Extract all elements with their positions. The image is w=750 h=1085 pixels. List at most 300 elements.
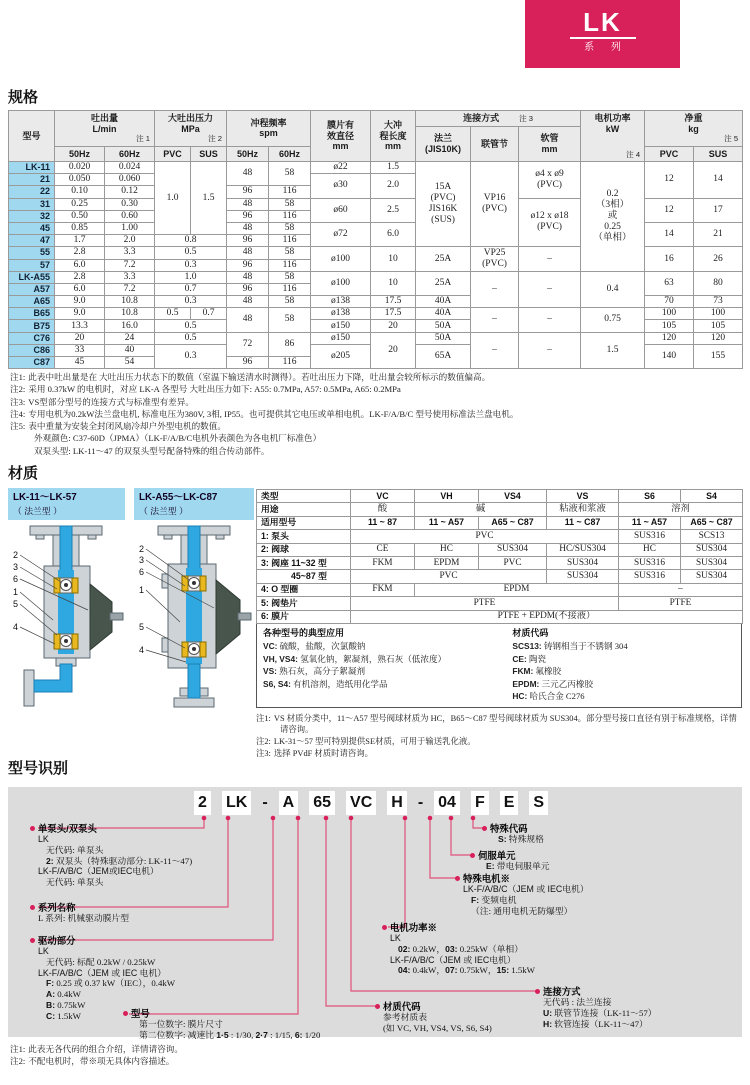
callout-line: LK-F/A/B/C（JEM 或 IEC 电机） [38,967,167,978]
spec-value-cell: – [519,247,581,271]
model-code-box: 65 [309,791,335,815]
note-label: 注3: [256,748,271,758]
callout-line: B: 0.75kW [46,999,86,1010]
spec-value-cell: 21 [694,222,743,246]
note-line: 注1: VS 材质分类中，11～A57 型号阀球材质为 HC，B65～C87 型号阀球材质为 SUS304。部分型号接口直径有别于标准规格，详情请咨询。 [256,713,737,735]
note-line: 注3: VS型部分型号的连接方式与标准型有差异。 [10,396,194,407]
diagram-model-range: LK-11～LK-57 [13,492,77,503]
legend-code: SCS13: [512,640,542,651]
note-line: 双泵头型: LK-11～47 的双泵头型号配备特殊的组合传动部件。 [34,445,270,456]
spec-value-cell: ø30 [311,174,371,198]
spec-value-cell: 0.5 [155,332,227,344]
spec-value-cell: 48 [227,247,269,259]
spec-value-cell: ø60 [311,198,371,222]
material-value-cell: SUS316 [619,570,681,583]
pump-diagram-flange-large [134,488,254,724]
spec-value-cell: 100 [694,308,743,320]
spec-value-cell: 2.8 [55,271,105,283]
model-code-box: 04 [434,791,460,815]
callout-line: LK [38,834,49,844]
spec-value-cell: 2.5 [371,198,416,222]
header-cell: 连接方式 注 3 [416,111,581,127]
material-value-cell: 5: 阀垫片 [257,597,351,610]
materials-heading: 材质 [8,465,39,482]
spec-value-cell: 2.0 [105,235,155,247]
spec-value-cell: 0.5 [155,247,227,259]
spec-value-cell: 54 [105,357,155,369]
spec-value-cell: 0.30 [105,198,155,210]
note-reference: 注 4 [626,150,641,159]
material-value-cell: 3: 阀座 11~32 型 [257,556,351,569]
spec-value-cell: 6.0 [55,283,105,295]
note-line: 注1: 此表中吐出量是在 大吐出压力状态下的数值（室温下输送清水时测得）。若吐出压力下降，吐出量会较所标示的数值偏高。 [10,372,491,382]
spec-value-cell: 0.7 [155,283,227,295]
page-notes [10,1043,510,1068]
material-value-cell: HC/SUS304 [547,543,619,556]
spec-value-cell: 1.00 [105,222,155,234]
callout-title: 材质代码 [375,1001,492,1012]
spec-value-cell: 26 [694,247,743,271]
spec-value-cell: 120 [694,332,743,344]
typical-applications [263,627,512,703]
spec-value-cell: 0.75 [581,308,645,332]
diagram-title [134,488,254,520]
spec-value-cell: 1.5 [581,332,645,369]
model-code-box: LK [222,791,251,815]
header-cell: 型号 [9,111,55,162]
spec-value-cell: 58 [269,308,311,332]
material-value-cell: HC [619,543,681,556]
material-value-cell: 1: 泵头 [257,530,351,543]
spec-value-cell: 3.3 [105,271,155,283]
spec-value-cell: 50A [416,332,471,344]
callout-line: 04: 0.4kW，07: 0.75kW，15: 1.5kW [398,965,535,976]
spec-value-cell: 40A [416,308,471,320]
model-callout-group [123,1008,320,1041]
material-value-cell: – [619,583,743,596]
spec-value-cell: 73 [694,296,743,308]
header-cell: 大吐出压力 MPa 注 2 [155,111,227,147]
spec-value-cell: 0.060 [105,174,155,186]
material-value-cell: 碱 [415,503,547,516]
material-value-cell: 溶剂 [619,503,743,516]
header-cell: 膜片有 效直径 mm [311,111,371,162]
note-label: 注5: [10,421,26,432]
spec-value-cell: – [471,308,519,332]
material-value-cell: SUS304 [681,543,743,556]
material-value-cell: FKM [351,556,415,569]
material-value-cell: SUS304 [547,570,619,583]
material-value-cell: 粘液和浆液 [547,503,619,516]
spec-value-cell: 65A [416,344,471,368]
spec-value-cell: 96 [227,210,269,222]
spec-value-cell: 116 [269,186,311,198]
spec-value-cell: ø150 [311,320,371,332]
note-line: 注3: 选择 PVdF 材质时请咨询。 [256,748,374,758]
spec-value-cell: 20 [371,332,416,369]
callout-line: LK [38,946,49,956]
material-value-cell: PTFE + EPDM(不接液） [351,610,743,623]
callout-line: L 系列: 机械驱动膜片型 [38,913,130,923]
note-line: 注1: 此表无各代码的组合介绍，详情请咨询。 [10,1044,183,1054]
note-line: 注2: 不配电机时，带※项无具体内容描述。 [10,1056,175,1067]
callout-line: 无代码: 标配 0.2kW / 0.25kW [46,956,156,967]
diagram-type-label: （ 法兰型 ） [13,505,62,516]
series-code: LK [583,7,622,37]
diagram-model-range: LK-A55～LK-C87 [139,492,218,503]
spec-value-cell: 6.0 [55,259,105,271]
callout-line: LK-F/A/B/C（JEM 或 IEC电机） [463,884,589,894]
spec-value-cell: 17.5 [371,308,416,320]
material-value-cell: PVC [351,570,547,583]
material-value-cell: 酸 [351,503,415,516]
spec-value-cell: 9.0 [55,308,105,320]
spec-value-cell: 17.5 [371,296,416,308]
material-value-cell: VH [415,490,479,503]
legend-item: HC: 哈氏合金 C276 [512,691,585,702]
spec-value-cell: 6.0 [371,222,416,246]
spec-value-cell: ø22 [311,162,371,174]
material-value-cell: EPDM [415,556,479,569]
spec-value-cell: ø4 x ø9 (PVC) [519,162,581,199]
materials-column [256,489,742,759]
spec-value-cell: 100 [645,308,694,320]
spec-value-cell: C76 [9,332,55,344]
model-callout-group [30,823,192,888]
material-value-cell: S6 [619,490,681,503]
material-value-cell: 4: O 型圈 [257,583,351,596]
spec-table [8,110,743,369]
spec-value-cell: 57 [9,259,55,271]
legend-code: CE: [512,653,527,664]
header-cell: 吐出量 L/min 注 1 [55,111,155,147]
spec-value-cell: 0.10 [55,186,105,198]
callout-line: 第二位数字: 减速比 1·5 : 1/30, 2·7 : 1/15, 6: 1/20 [139,1029,321,1040]
legend-item: FKM: 氟橡胶 [512,666,562,677]
callout-title: 伺服单元 [470,850,550,861]
spec-value-cell: 72 [227,332,269,356]
spec-value-cell: 10 [371,247,416,271]
model-code-box: A [279,791,299,815]
spec-value-cell: 48 [227,271,269,283]
spec-value-cell: 9.0 [55,296,105,308]
model-code-box: F [471,791,489,815]
legend-code: EPDM: [512,678,540,689]
spec-value-cell: 0.020 [55,162,105,174]
diagram-part-number: 1 [13,587,19,597]
model-code-box: 2 [194,791,211,815]
spec-value-cell: B65 [9,308,55,320]
diagram-part-number: 3 [13,562,19,572]
diagram-part-number: 4 [139,645,145,655]
note-line: 注4: 专用电机为0.2kW法兰盘电机, 标准电压为380V, 3相, IP55。也可提供其它电压或单相电机。LK-F/A/B/C 型号使用标准法兰盘电机。 [10,408,519,419]
material-value-cell: 用途 [257,503,351,516]
callout-line: S: 特殊规格 [498,834,544,844]
spec-value-cell: 116 [269,210,311,222]
callout-line: 参考材质表 [383,1012,427,1022]
model-callout-group [535,986,657,1029]
note-reference: 注 1 [136,134,151,144]
spec-value-cell: 21 [9,174,55,186]
callout-line: 2: 双泵头（特殊驱动部分: LK-11～47) [46,855,193,866]
material-value-cell: SUS316 [619,556,681,569]
material-value-cell: PVC [479,556,547,569]
spec-value-cell: ø100 [311,247,371,271]
spec-value-cell: 80 [694,271,743,295]
material-value-cell: EPDM [415,583,619,596]
header-cell: 冲程频率 spm [227,111,311,147]
spec-value-cell: ø138 [311,296,371,308]
diagram-part-number: 6 [139,567,145,577]
codes-title: 材质代码 [512,627,549,638]
spec-value-cell: C86 [9,344,55,356]
spec-value-cell: 10.8 [105,296,155,308]
spec-value-cell: 155 [694,344,743,368]
spec-value-cell: 48 [227,222,269,234]
material-value-cell: SCS13 [681,530,743,543]
spec-value-cell: 40A [416,296,471,308]
spec-value-cell: 0.3 [155,344,227,368]
material-value-cell: 11 ~ A57 [619,516,681,529]
spec-value-cell: 15A (PVC) JIS16K (SUS) [416,162,471,247]
spec-value-cell: 16 [645,247,694,271]
spec-value-cell: 14 [645,222,694,246]
note-reference: 注 2 [208,134,223,144]
note-line: 注2: 采用 0.37kW 的电机时，对应 LK-A 各型号 大吐出压力如下: A55: 0.7MPa, A57: 0.5MPa, A65: 0.2MPa [10,384,401,395]
header-cell: PVC [155,146,191,162]
header-cell: 50Hz [55,146,105,162]
spec-value-cell: LK-A55 [9,271,55,283]
spec-value-cell: VP16 (PVC) [471,162,519,247]
materials-table [256,489,743,624]
spec-value-cell: – [519,308,581,332]
spec-value-cell: 7.2 [105,259,155,271]
material-value-cell: SUS304 [547,556,619,569]
header-cell: SUS [191,146,227,162]
spec-value-cell: 0.25 [55,198,105,210]
note-reference: 注 5 [724,134,739,144]
callout-line: 无代码: 单泵头 [46,877,104,888]
legend-item: VS: 熟石灰，高分子絮凝剂 [263,666,366,677]
spec-value-cell: 140 [645,344,694,368]
diagram-part-number: 6 [13,574,19,584]
material-codes [512,627,735,703]
spec-value-cell: 0.024 [105,162,155,174]
material-value-cell: 6: 膜片 [257,610,351,623]
materials-diagrams [8,488,254,724]
diagram-type-label: （ 法兰型 ） [139,505,188,516]
header-cell: SUS [694,146,743,162]
note-label: 注2: [10,1056,26,1067]
callout-line: LK-F/A/B/C（JEM或IEC电机） [38,866,159,877]
spec-value-cell: 17 [694,198,743,222]
callout-line: C: 1.5kW [46,1010,81,1021]
callout-line: LK [390,933,401,943]
spec-value-cell: 96 [227,357,269,369]
diagram-part-number: 4 [13,622,19,632]
callout-title: 单泵头/双泵头 [30,823,192,834]
callout-line: F: 0.25 或 0.37 kW（IEC），0.4kW [46,978,176,989]
callout-title: 驱动部分 [30,935,175,946]
spec-value-cell: 12 [645,162,694,199]
legend-item: EPDM: 三元乙丙橡胶 [512,678,594,689]
spec-value-cell: 0.2 （3相） 或 0.25 （单相） [581,162,645,272]
spec-value-cell: A57 [9,283,55,295]
spec-value-cell: 0.12 [105,186,155,198]
callout-title: 特殊代码 [482,823,544,834]
series-banner [525,0,680,68]
callout-title: 特殊电机※ [455,873,589,884]
model-id-panel [8,787,742,1040]
spec-value-cell: 0.5 [155,320,227,332]
spec-value-cell: 16.0 [105,320,155,332]
header-cell: 50Hz [227,146,269,162]
spec-value-cell: 116 [269,259,311,271]
note-label: 注2: [256,737,271,747]
spec-value-cell: 0.5 [155,308,191,320]
spec-value-cell: 1.7 [55,235,105,247]
note-label: 注1: [256,713,271,723]
callout-line: 第一位数字: 膜片尺寸 [139,1019,223,1029]
material-value-cell: VC [351,490,415,503]
callout-line: 无代码 : 法兰连接 [543,997,612,1007]
diagram-part-number: 3 [139,555,145,565]
spec-value-cell: 31 [9,198,55,210]
material-value-cell: SUS316 [619,530,681,543]
spec-value-cell: 96 [227,259,269,271]
diagram-part-number: 2 [13,550,19,560]
spec-value-cell: 25A [416,271,471,295]
spec-value-cell: 0.3 [155,296,227,308]
note-reference: 注 3 [519,114,534,123]
material-value-cell: HC [415,543,479,556]
material-value-cell: VS4 [479,490,547,503]
applications-title: 各种型号的典型应用 [263,627,345,638]
spec-heading: 规格 [8,89,39,106]
material-value-cell: A65 ~ C87 [681,516,743,529]
materials-notes [256,713,742,759]
material-value-cell: PTFE [619,597,743,610]
model-code-separator: - [417,794,424,811]
note-line: 注5: 表中重量为安装全封闭风扇冷却户外型电机的数值。 [10,421,226,432]
material-value-cell: 2: 阀球 [257,543,351,556]
spec-value-cell: A65 [9,296,55,308]
pump-cross-section-icon [8,522,125,724]
spec-value-cell: 40 [105,344,155,356]
legend-item: VH, VS4: 氢氧化钠，絮凝剂，熟石灰（低浓度） [263,653,447,664]
spec-value-cell: 45 [55,357,105,369]
spec-value-cell: 0.3 [155,259,227,271]
diagram-part-number: 5 [139,622,145,632]
materials-legend-box [256,624,742,708]
model-callout-group [455,873,589,916]
model-code-separator: - [262,794,268,811]
material-value-cell: A65 ~ C87 [479,516,547,529]
callout-line: （注: 通用电机无防爆型） [471,905,573,916]
spec-value-cell: 96 [227,186,269,198]
spec-value-cell: 58 [269,271,311,283]
material-value-cell: 45~87 型 [257,570,351,583]
model-callout-group [482,823,544,845]
spec-value-cell: 13.3 [55,320,105,332]
spec-value-cell: 0.60 [105,210,155,222]
material-value-cell: FKM [351,583,415,596]
material-value-cell: SUS304 [479,543,547,556]
note-line: 注2: LK-31～57 型可特别提供SE材质，可用于输送乳化液。 [256,737,476,747]
spec-value-cell: 0.50 [55,210,105,222]
spec-value-cell: 3.3 [105,247,155,259]
header-cell: 60Hz [105,146,155,162]
spec-value-cell: 1.5 [371,162,416,174]
spec-value-cell: VP25 (PVC) [471,247,519,271]
spec-value-cell: 0.7 [191,308,227,320]
callout-line: A: 0.4kW [46,989,81,1000]
model-id-heading: 型号识别 [8,760,69,777]
spec-value-cell: 48 [227,162,269,186]
pump-cross-section-icon [134,522,254,724]
model-callout-group [470,850,550,872]
header-cell: PVC [645,146,694,162]
spec-value-cell: 96 [227,235,269,247]
spec-value-cell: 58 [269,247,311,259]
callout-title: 系列名称 [30,902,129,913]
legend-code: S6, S4: [263,678,291,689]
spec-value-cell: – [471,271,519,308]
spec-value-cell: 105 [694,320,743,332]
material-value-cell: 11 ~ 87 [351,516,415,529]
spec-value-cell: B75 [9,320,55,332]
model-callout-group [375,1001,492,1034]
header-cell: 净重 kg 注 5 [645,111,743,147]
model-code-box: E [500,791,519,815]
legend-code: HC: [512,691,528,702]
header-cell: 联管节 [471,126,519,162]
model-callout-group [382,922,535,976]
spec-value-cell: 58 [269,222,311,234]
header-cell: 大冲 程长度 mm [371,111,416,162]
spec-value-cell: 63 [645,271,694,295]
applications-list [263,640,512,690]
diagram-title [8,488,125,520]
legend-code: VH, VS4: [263,653,298,664]
spec-value-cell: 20 [371,320,416,332]
legend-code: FKM: [512,666,534,677]
spec-value-cell: 45 [9,222,55,234]
spec-value-cell: – [471,332,519,369]
callout-title: 型号 [123,1008,320,1019]
spec-value-cell: 1.0 [155,162,191,235]
header-cell: 电机功率 kW 注 4 [581,111,645,162]
spec-value-cell: 58 [269,198,311,210]
callout-line: (如 VC, VH, VS4, VS, S6, S4) [383,1022,492,1033]
spec-value-cell: ø12 x ø18 (PVC) [519,198,581,247]
spec-value-cell: 96 [227,283,269,295]
material-value-cell: S4 [681,490,743,503]
note-line: 外观颜色: C37-60D（JPMA）（LK-F/A/B/C电机外表颜色为各电机厂标准色） [34,433,322,444]
header-cell: 法兰 (JIS10K) [416,126,471,162]
spec-value-cell: 48 [227,198,269,210]
spec-value-cell: 0.4 [581,271,645,308]
spec-value-cell: 7.2 [105,283,155,295]
spec-value-cell: 0.8 [155,235,227,247]
spec-value-cell: 25A [416,247,471,271]
spec-value-cell: 14 [694,162,743,199]
callout-title: 电机功率※ [382,922,535,933]
material-value-cell: 适用型号 [257,516,351,529]
diagram-part-number: 1 [139,585,145,595]
spec-value-cell: 20 [55,332,105,344]
series-label: 系 列 [584,42,628,53]
